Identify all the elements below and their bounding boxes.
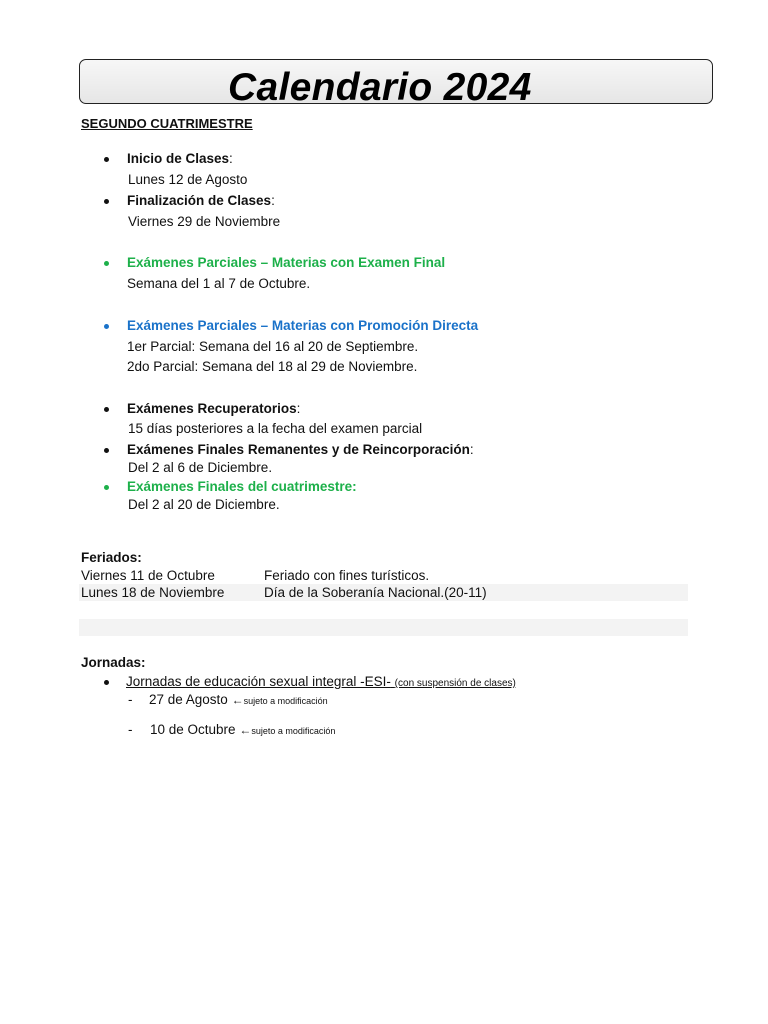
jornadas-heading: Jornadas:	[81, 655, 146, 670]
feriado-row-1-date: Viernes 11 de Octubre	[81, 568, 215, 583]
item-finales-remanentes-label: Exámenes Finales Remanentes y de Reincorporación:	[127, 442, 474, 457]
item-recuperatorios-value: 15 días posteriores a la fecha del examen parcial	[128, 421, 423, 436]
jornada-date-2-note: sujeto a modificación	[251, 726, 336, 736]
jornada-date-2-dash: -	[128, 722, 133, 737]
empty-row-background	[79, 619, 688, 636]
item-parciales-final-label: Exámenes Parciales – Materias con Examen Final	[127, 255, 446, 270]
title-banner	[79, 59, 713, 109]
item-finales-remanentes-value: Del 2 al 6 de Diciembre.	[128, 460, 273, 475]
page-title: Calendario 2024	[228, 66, 532, 109]
item-recuperatorios-label: Exámenes Recuperatorios:	[127, 401, 301, 416]
item-parciales-promocion-line-2: 2do Parcial: Semana del 18 al 29 de Noviembre.	[127, 359, 418, 374]
feriado-row-2-desc: Día de la Soberanía Nacional.(20-11)	[264, 585, 487, 600]
bullet-icon	[104, 448, 109, 453]
item-parciales-promocion-label: Exámenes Parciales – Materias con Promoción Directa	[127, 318, 479, 333]
item-finalizacion-label: Finalización de Clases:	[127, 193, 275, 208]
section-heading: SEGUNDO CUATRIMESTRE	[81, 116, 253, 131]
bullet-icon	[104, 157, 109, 162]
feriado-row-1-desc: Feriado con fines turísticos.	[264, 568, 430, 583]
item-finalizacion-value: Viernes 29 de Noviembre	[128, 214, 281, 229]
jornada-date-2	[150, 722, 335, 739]
bullet-icon	[104, 485, 109, 490]
bullet-icon	[104, 261, 109, 266]
item-inicio-label: Inicio de Clases:	[127, 151, 233, 166]
item-finales-cuatrimestre-value: Del 2 al 20 de Diciembre.	[128, 497, 280, 512]
jornada-date-1-value: 27 de Agosto	[149, 692, 228, 707]
item-parciales-final-value: Semana del 1 al 7 de Octubre.	[127, 276, 311, 291]
jornada-date-1-dash: -	[128, 692, 133, 707]
bullet-icon	[104, 680, 109, 685]
bullet-icon	[104, 324, 109, 329]
jornada-date-2-value: 10 de Octubre	[150, 722, 236, 737]
feriado-row-2-date: Lunes 18 de Noviembre	[81, 585, 225, 600]
jornada-esi-item: Jornadas de educación sexual integral -ESI- (con suspensión de clases)	[126, 674, 516, 689]
bullet-icon	[104, 407, 109, 412]
jornada-date-1	[149, 692, 328, 709]
item-finales-cuatrimestre-label: Exámenes Finales del cuatrimestre:	[127, 479, 357, 494]
feriados-heading: Feriados:	[81, 550, 142, 565]
left-arrow-icon: ←	[231, 693, 244, 707]
jornada-date-1-note: sujeto a modificación	[243, 696, 328, 706]
bullet-icon	[104, 199, 109, 204]
item-parciales-promocion-line-1: 1er Parcial: Semana del 16 al 20 de Septiembre.	[127, 339, 419, 354]
item-inicio-value: Lunes 12 de Agosto	[128, 172, 248, 187]
left-arrow-icon: ←	[239, 723, 252, 737]
